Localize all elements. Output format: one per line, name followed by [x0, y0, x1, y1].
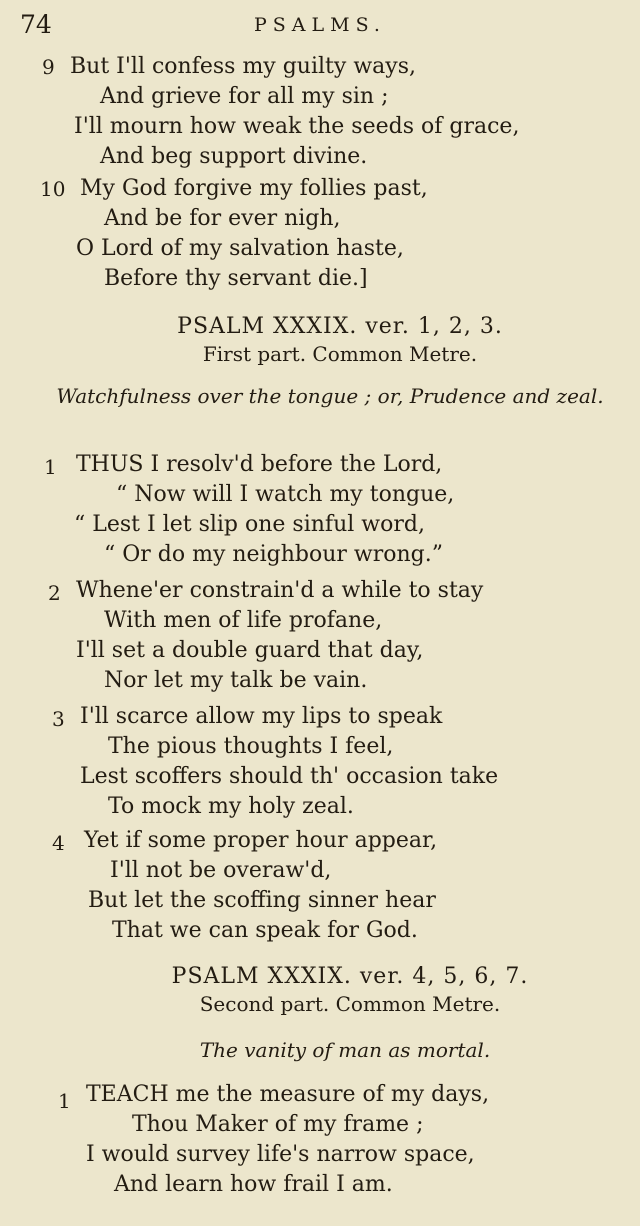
verse-number: 2 [48, 581, 61, 605]
verse-number: 10 [40, 177, 66, 201]
psalm-heading: PSALM XXXIX. ver. 1, 2, 3. [177, 314, 503, 339]
verse-number: 9 [42, 55, 55, 79]
verse-line: And be for ever nigh, [104, 206, 341, 231]
verse-line: Yet if some proper hour appear, [84, 828, 438, 853]
running-title: PSALMS. [254, 14, 386, 36]
verse-line: Nor let my talk be vain. [104, 668, 368, 693]
psalm-heading: PSALM XXXIX. ver. 4, 5, 6, 7. [171, 964, 529, 989]
verse-line: I'll not be overaw'd, [110, 858, 332, 883]
verse-line: The pious thoughts I feel, [108, 734, 394, 759]
psalm-subheading: First part. Common Metre. [202, 342, 478, 366]
verse-line: THUS I resolv'd before the Lord, [76, 452, 443, 477]
verse-line: TEACH me the measure of my days, [86, 1082, 490, 1107]
verse-line: I'll mourn how weak the seeds of grace, [74, 114, 520, 139]
verse-line: And beg support divine. [100, 144, 368, 169]
psalm-subheading: Second part. Common Metre. [199, 992, 501, 1016]
verse-line: “ Now will I watch my tongue, [116, 482, 455, 507]
running-head [20, 10, 620, 40]
verse-number: 1 [58, 1089, 71, 1113]
verse-line: I would survey life's narrow space, [86, 1142, 475, 1167]
psalm-theme: Watchfulness over the tongue ; or, Prudence and zeal. [56, 384, 604, 408]
verse-line: O Lord of my salvation haste, [76, 236, 404, 261]
verse-line: “ Lest I let slip one sinful word, [74, 512, 425, 537]
verse-line: My God forgive my follies past, [80, 176, 428, 201]
verse-line: Whene'er constrain'd a while to stay [76, 578, 484, 603]
verse-number: 4 [52, 831, 65, 855]
verse-number: 1 [44, 455, 57, 479]
verse-line: And learn how frail I am. [114, 1172, 393, 1197]
verse-line: With men of life profane, [104, 608, 383, 633]
verse-line: To mock my holy zeal. [108, 794, 354, 819]
verse-line: But let the scoffing sinner hear [88, 888, 436, 913]
verse-line: I'll set a double guard that day, [76, 638, 424, 663]
page-number: 74 [20, 10, 52, 39]
verse-number: 3 [52, 707, 65, 731]
verse-line: But I'll confess my guilty ways, [70, 54, 416, 79]
verse-line: Before thy servant die.] [104, 266, 368, 291]
verse-line: “ Or do my neighbour wrong.” [104, 542, 443, 567]
verse-line: That we can speak for God. [112, 918, 418, 943]
verse-line: Thou Maker of my frame ; [132, 1112, 424, 1137]
verse-line: Lest scoffers should th' occasion take [80, 764, 499, 789]
verse-line: And grieve for all my sin ; [100, 84, 389, 109]
verse-line: I'll scarce allow my lips to speak [80, 704, 443, 729]
psalm-theme: The vanity of man as mortal. [199, 1038, 491, 1062]
